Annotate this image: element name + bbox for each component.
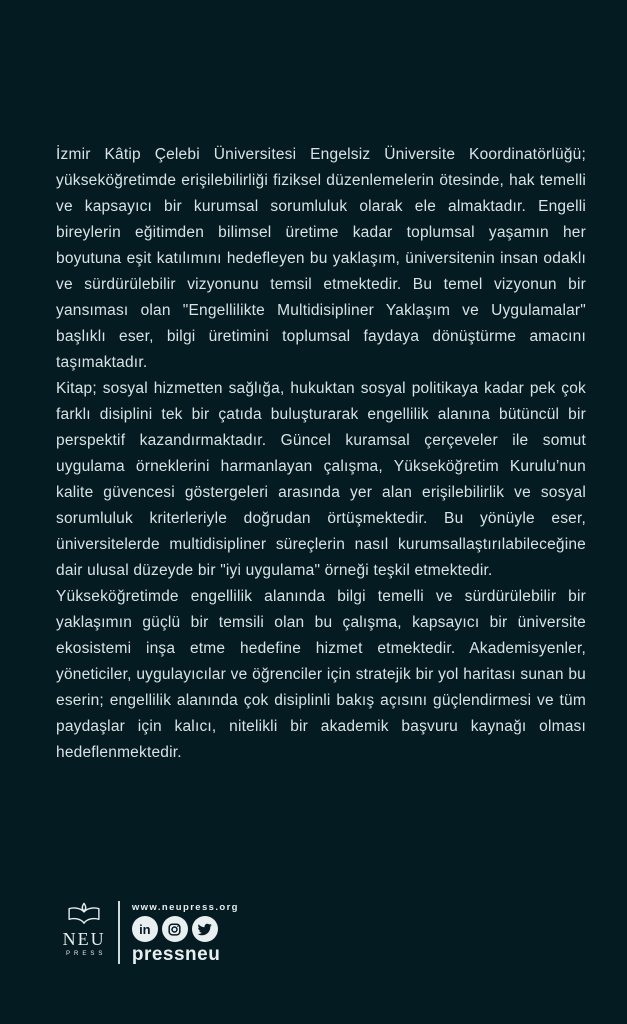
publisher-social-handle: pressneu	[131, 944, 221, 965]
social-icons-row	[132, 916, 239, 942]
paragraph-coordinatorluk: İzmir Kâtip Çelebi Üniversitesi Engelsiz Üniversite Koordinatörlüğü; yükseköğretimde erişilebilirliği fiziksel düzenlemelerin ötesinde, hak temelli ve kapsayıcı bir kurumsal sorumluluk olarak ele almaktadır. Engelli bireylerin eğitimden bilimsel üretime kadar toplumsal yaşamın her boyutuna eşit katılımını hedefleyen bu yaklaşım, üniversitenin insan odaklı ve sürdürülebilir vizyonunu temsil etmektedir. Bu temel vizyonun bir yansıması olan "Engellilikte Multidisipliner Yaklaşım ve Uygulamalar" başlıklı eser, bilgi üretimini toplumsal faydaya dönüştürme amacını taşımaktadır.	[56, 146, 586, 371]
footer-divider	[118, 901, 120, 965]
twitter-icon	[192, 916, 218, 942]
publisher-website: www.neupress.org	[131, 901, 239, 913]
publisher-footer	[62, 901, 239, 965]
instagram-icon	[162, 916, 188, 942]
publisher-logo	[62, 901, 106, 965]
publisher-contact	[132, 901, 239, 965]
back-cover-text	[56, 142, 586, 766]
publisher-name: NEU	[62, 928, 106, 949]
open-book-icon	[67, 901, 101, 927]
paragraph-yuksekogretim: Yükseköğretimde engellilik alanında bilgi temelli ve sürdürülebilir bir yaklaşımın güçlü bir temsili olan bu çalışma, kapsayıcı bir üniversite ekosistemi inşa etme hedefine hizmet etmektedir. Akademisyenler, yöneticiler, uygulayıcılar ve öğrenciler için stratejik bir yol haritası sunan bu eserin; engellilik alanında çok disiplinli bakış açısını güçlendirmesi ve tüm paydaşlar için kalıcı, nitelikli bir akademik başvuru kaynağı olması hedeflenmektedir.	[56, 588, 586, 761]
publisher-press-label: PRESS	[66, 950, 107, 957]
linkedin-icon: in	[132, 916, 158, 942]
paragraph-kitap: Kitap; sosyal hizmetten sağlığa, hukuktan sosyal politikaya kadar pek çok farklı disiplini tek bir çatıda buluşturarak engellilik alanına bütüncül bir perspektif kazandırmaktadır. Güncel kuramsal çerçeveler ile somut uygulama örneklerini harmanlayan çalışma, Yükseköğretim Kurulu’nun kalite güvencesi göstergeleri arasında yer alan erişilebilirlik ve sosyal sorumluluk kriterleriyle doğrudan örtüşmektedir. Bu yönüyle eser, üniversitelerde multidisipliner süreçlerin nasıl kurumsallaştırılabileceğine dair ulusal düzeyde bir "iyi uygulama" örneği teşkil etmektedir.	[56, 380, 586, 579]
